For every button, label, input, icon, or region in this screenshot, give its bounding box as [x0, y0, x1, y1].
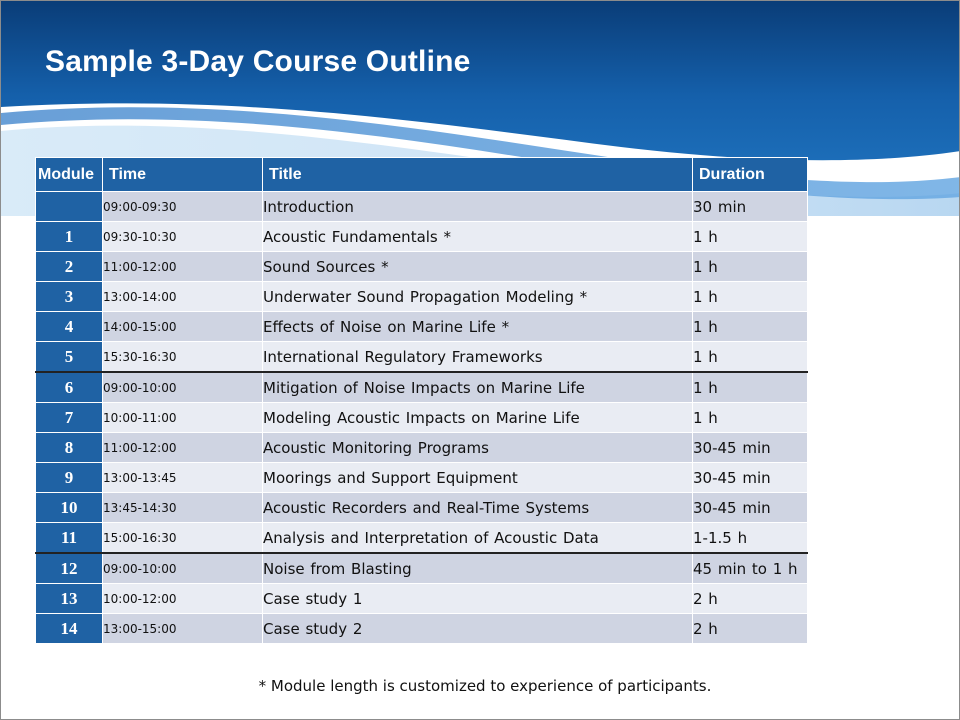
column-header-module: Module: [36, 158, 103, 192]
title-cell: Acoustic Monitoring Programs: [263, 433, 693, 463]
module-number: 2: [36, 252, 103, 282]
time-cell: 11:00-12:00: [103, 433, 263, 463]
title-cell: Noise from Blasting: [263, 553, 693, 584]
title-cell: Underwater Sound Propagation Modeling *: [263, 282, 693, 312]
module-number: 8: [36, 433, 103, 463]
table-row: [36, 192, 808, 222]
time-cell: 09:00-10:00: [103, 553, 263, 584]
table-row: [36, 553, 808, 584]
table-row: [36, 584, 808, 614]
title-cell: Mitigation of Noise Impacts on Marine Life: [263, 372, 693, 403]
duration-cell: 1-1.5 h: [693, 523, 808, 554]
table-row: [36, 614, 808, 644]
table-row: [36, 372, 808, 403]
module-number: 1: [36, 222, 103, 252]
module-number: 9: [36, 463, 103, 493]
column-header-duration: Duration: [693, 158, 808, 192]
table-row: [36, 493, 808, 523]
duration-cell: 2 h: [693, 584, 808, 614]
time-cell: 15:00-16:30: [103, 523, 263, 554]
time-cell: 09:30-10:30: [103, 222, 263, 252]
title-cell: Effects of Noise on Marine Life *: [263, 312, 693, 342]
duration-cell: 1 h: [693, 312, 808, 342]
duration-cell: 1 h: [693, 282, 808, 312]
column-header-time: Time: [103, 158, 263, 192]
column-header-title: Title: [263, 158, 693, 192]
title-cell: Case study 1: [263, 584, 693, 614]
table-row: [36, 523, 808, 554]
duration-cell: 30-45 min: [693, 463, 808, 493]
time-cell: 10:00-11:00: [103, 403, 263, 433]
module-number: 13: [36, 584, 103, 614]
duration-cell: 30 min: [693, 192, 808, 222]
table-row: [36, 282, 808, 312]
module-number: 11: [36, 523, 103, 554]
table-row: [36, 433, 808, 463]
time-cell: 15:30-16:30: [103, 342, 263, 373]
duration-cell: 1 h: [693, 252, 808, 282]
module-number: [36, 192, 103, 222]
footnote: * Module length is customized to experience of participants.: [258, 677, 712, 695]
table-row: [36, 463, 808, 493]
duration-cell: 1 h: [693, 372, 808, 403]
module-number: 14: [36, 614, 103, 644]
slide-title: Sample 3-Day Course Outline: [45, 45, 471, 78]
module-number: 12: [36, 553, 103, 584]
time-cell: 13:45-14:30: [103, 493, 263, 523]
module-number: 5: [36, 342, 103, 373]
time-cell: 10:00-12:00: [103, 584, 263, 614]
title-cell: Case study 2: [263, 614, 693, 644]
table-header-row: [36, 158, 808, 192]
title-cell: Analysis and Interpretation of Acoustic Data: [263, 523, 693, 554]
table-row: [36, 342, 808, 373]
duration-cell: 1 h: [693, 342, 808, 373]
duration-cell: 30-45 min: [693, 433, 808, 463]
table-row: [36, 312, 808, 342]
title-cell: Moorings and Support Equipment: [263, 463, 693, 493]
time-cell: 13:00-15:00: [103, 614, 263, 644]
title-cell: Acoustic Fundamentals *: [263, 222, 693, 252]
table-row: [36, 252, 808, 282]
table-row: [36, 222, 808, 252]
duration-cell: 45 min to 1 h: [693, 553, 808, 584]
title-cell: Sound Sources *: [263, 252, 693, 282]
module-number: 6: [36, 372, 103, 403]
duration-cell: 2 h: [693, 614, 808, 644]
table-row: [36, 403, 808, 433]
time-cell: 14:00-15:00: [103, 312, 263, 342]
time-cell: 09:00-09:30: [103, 192, 263, 222]
module-number: 10: [36, 493, 103, 523]
module-number: 3: [36, 282, 103, 312]
duration-cell: 1 h: [693, 222, 808, 252]
time-cell: 13:00-13:45: [103, 463, 263, 493]
title-cell: Modeling Acoustic Impacts on Marine Life: [263, 403, 693, 433]
time-cell: 13:00-14:00: [103, 282, 263, 312]
title-cell: Acoustic Recorders and Real-Time Systems: [263, 493, 693, 523]
course-outline-table: [35, 157, 808, 644]
title-cell: Introduction: [263, 192, 693, 222]
title-cell: International Regulatory Frameworks: [263, 342, 693, 373]
module-number: 4: [36, 312, 103, 342]
duration-cell: 30-45 min: [693, 493, 808, 523]
time-cell: 09:00-10:00: [103, 372, 263, 403]
time-cell: 11:00-12:00: [103, 252, 263, 282]
module-number: 7: [36, 403, 103, 433]
duration-cell: 1 h: [693, 403, 808, 433]
